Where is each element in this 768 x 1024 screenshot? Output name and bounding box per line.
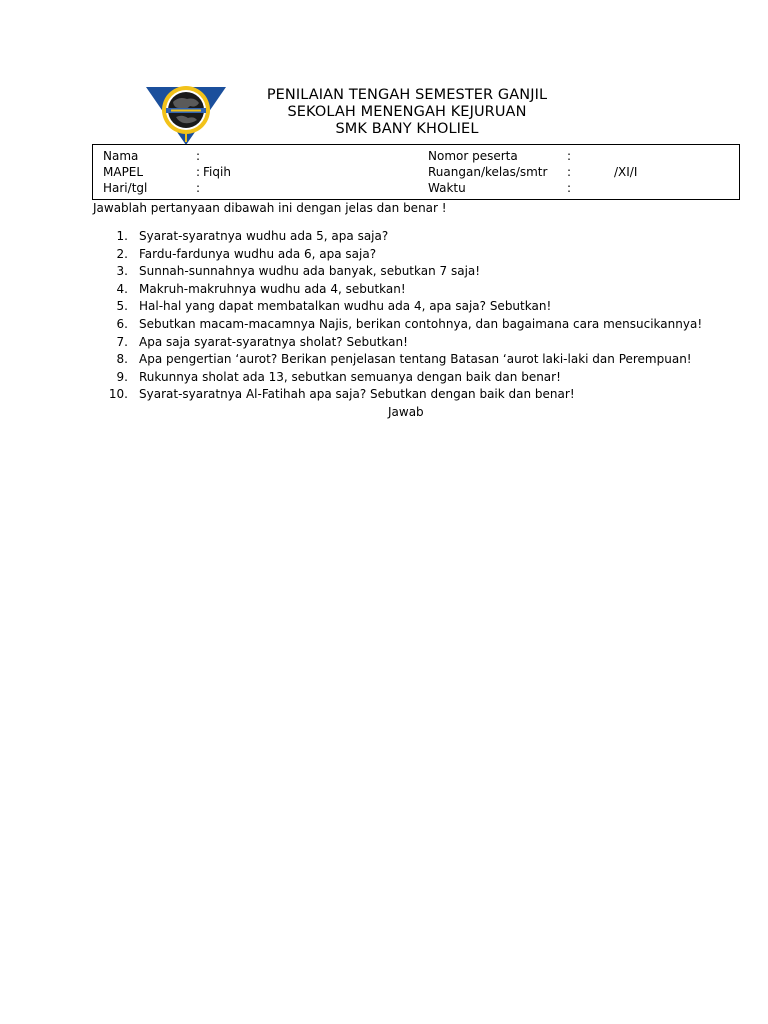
question-number: 7. xyxy=(116,334,128,349)
question-number: 1. xyxy=(116,229,128,243)
school-name: SMK BANY KHOLIEL xyxy=(335,121,479,137)
identity-box xyxy=(92,144,740,200)
ruangan-value: /XI/I xyxy=(614,165,638,179)
question-text: Syarat-syaratnya Al-Fatihah apa saja? Sebutkan dengan baik dan benar! xyxy=(139,387,575,402)
question-item xyxy=(108,281,728,299)
question-number: 5. xyxy=(116,299,128,314)
question-item xyxy=(108,351,728,369)
question-number: 3. xyxy=(116,264,128,279)
question-text: Apa pengertian ‘aurot? Berikan penjelasan tentang Batasan ‘aurot laki-laki dan Perempuan! xyxy=(139,352,692,367)
question-text: Rukunnya sholat ada 13, sebutkan semuanya dengan baik dan benar! xyxy=(139,369,561,384)
mapel-value: Fiqih xyxy=(203,165,231,179)
answer-label: Jawab xyxy=(388,405,424,419)
nama-separator: : xyxy=(196,149,201,163)
hari-separator: : xyxy=(196,181,201,195)
question-text: Sebutkan macam-macamnya Najis, berikan contohnya, dan bagaimana cara mensucikannya! xyxy=(139,316,703,331)
school-logo xyxy=(146,84,226,146)
school-type: SEKOLAH MENENGAH KEJURUAN xyxy=(287,104,527,120)
question-text: Syarat-syaratnya wudhu ada 5, apa saja? xyxy=(139,229,389,243)
waktu-label: Waktu xyxy=(428,181,466,195)
question-number: 2. xyxy=(116,246,128,261)
question-list xyxy=(108,228,728,404)
question-item xyxy=(108,246,728,264)
document-header xyxy=(240,87,574,138)
question-item xyxy=(108,369,728,387)
question-text: Makruh-makruhnya wudhu ada 4, sebutkan! xyxy=(139,281,406,296)
question-item xyxy=(108,386,728,404)
mapel-separator: : xyxy=(196,165,201,179)
question-item xyxy=(108,228,728,246)
question-text: Fardu-fardunya wudhu ada 6, apa saja? xyxy=(139,246,377,261)
nomor-peserta-label: Nomor peserta xyxy=(428,149,518,163)
exam-title: PENILAIAN TENGAH SEMESTER GANJIL xyxy=(266,87,548,103)
question-number: 6. xyxy=(116,316,128,331)
question-number: 9. xyxy=(116,369,128,384)
mapel-label: MAPEL xyxy=(103,165,144,179)
waktu-separator: : xyxy=(567,181,572,195)
question-text: Hal-hal yang dapat membatalkan wudhu ada 4, apa saja? Sebutkan! xyxy=(139,299,552,314)
question-text: Sunnah-sunnahnya wudhu ada banyak, sebutkan 7 saja! xyxy=(139,264,481,279)
ruangan-label: Ruangan/kelas/smtr xyxy=(428,165,548,179)
school-emblem-icon xyxy=(146,86,226,145)
ruangan-separator: : xyxy=(567,165,572,179)
instruction-text: Jawablah pertanyaan dibawah ini dengan jelas dan benar ! xyxy=(93,201,447,215)
question-item xyxy=(108,316,728,334)
question-item xyxy=(108,263,728,281)
nomor-peserta-separator: : xyxy=(567,149,572,163)
question-item xyxy=(108,298,728,316)
question-number: 8. xyxy=(116,352,128,367)
question-item xyxy=(108,334,728,352)
hari-label: Hari/tgl xyxy=(103,181,148,195)
question-number: 10. xyxy=(108,387,128,402)
nama-label: Nama xyxy=(103,149,139,163)
question-text: Apa saja syarat-syaratnya sholat? Sebutkan! xyxy=(139,334,408,349)
question-number: 4. xyxy=(116,281,128,296)
